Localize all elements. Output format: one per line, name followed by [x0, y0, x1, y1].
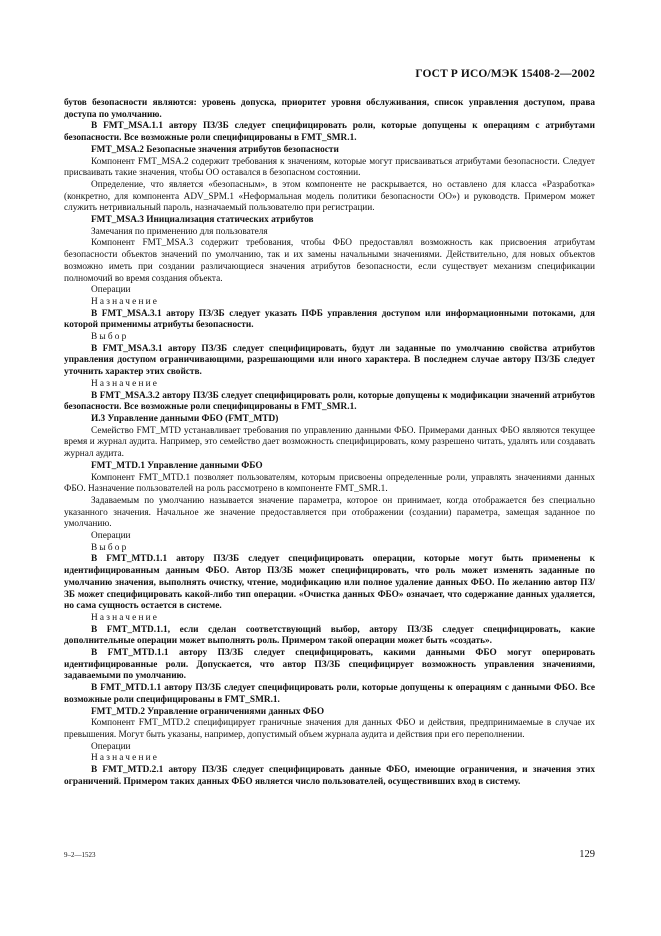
- paragraph: Задаваемым по умолчанию называется значение параметра, которое он принимает, когда отображается без специально указанного значения. Начальное же значение предоставляется при отображении (создании) параметра, замещая заданное по умолчанию.: [64, 495, 595, 530]
- paragraph: Определение, что является «безопасным», в этом компоненте не раскрывается, но оставлено для класса «Разработка» (конкретно, для компонента ADV_SPM.1 «Неформальная модель политики безопасности ОО») и руководств. Примером может служить нетривиальный пароль, назначаемый пользователю при регистрации.: [64, 179, 595, 214]
- paragraph: FMT_MSA.3 Инициализация статических атрибутов: [91, 215, 314, 226]
- paragraph: В FMT_MTD.1.1 автору ПЗ/ЗБ следует специфицировать, какими данными ФБО могут оперировать идентифицированные роли. Допускается, что автор ПЗ/ЗБ специфицирует возможность управления значениями, задаваемыми по умолчанию.: [64, 648, 595, 682]
- paragraph: FMT_MSA.2 Безопасные значения атрибутов безопасности: [91, 144, 339, 155]
- document-header: ГОСТ Р ИСО/МЭК 15408-2—2002: [415, 68, 595, 80]
- paragraph: Назначение: [91, 378, 160, 389]
- paragraph: В FMT_MTD.1.1 автору ПЗ/ЗБ следует специфицировать роли, которые допущены к операциям с данными ФБО. Все возможные роли специфицированы в FMT_SMR.1.: [64, 683, 595, 705]
- page-number: 129: [579, 849, 595, 860]
- paragraph: Операции: [91, 531, 131, 542]
- paragraph: В FMT_MSA.1.1 автору ПЗ/ЗБ следует специфицировать роли, которые допущены к операциям с атрибутами безопасности. Все возможные роли специфицированы в FMT_SMR.1.: [64, 121, 595, 144]
- paragraph: И.3 Управление данными ФБО (FMT_MTD): [91, 413, 279, 424]
- paragraph: Семейство FMT_MTD устанавливает требования по управлению данными ФБО. Примерами данных ФБО являются текущее время и журнал аудита. Например, это семейство дает возможность специфицировать, кому разрешено читать, удалять или создавать журнал аудита.: [64, 425, 595, 460]
- paragraph: В FMT_MSA.3.1 автору ПЗ/ЗБ следует специфицировать, будут ли заданные по умолчанию свойства атрибутов управления доступом ограничивающими, разрешающими или иного характера. В последнем случае автору ПЗ/ЗБ следует уточнить характер этих свойств.: [64, 343, 595, 378]
- paragraph: Выбор: [91, 542, 129, 553]
- paragraph: В FMT_MSA.3.1 автору ПЗ/ЗБ следует указать ПФБ управления доступом или информационными потоками, для которой применимы атрибуты безопасности.: [64, 308, 595, 331]
- document-body: [64, 98, 595, 788]
- paragraph: Назначение: [91, 612, 160, 623]
- paragraph: Замечания по применению для пользователя: [91, 226, 268, 237]
- paragraph: FMT_MTD.2 Управление ограничениями данных ФБО: [91, 706, 325, 717]
- paragraph: В FMT_MTD.1.1 автору ПЗ/ЗБ следует специфицировать операции, которые могут быть применены к идентифицированным данным ФБО. Автор ПЗ/ЗБ может специфицировать, что роль может изменять заданные по умолчанию значения, выполнять очистку, чтение, модификацию или полное удаление данных ФБО. По желанию автор ПЗ/ЗБ может специфицировать какой-либо тип операции. «Очистка данных ФБО» означает, что содержание данных удаляется, но сама сущность остается в системе.: [64, 554, 595, 612]
- paragraph: Выбор: [91, 332, 129, 343]
- paragraph: В FMT_MSA.3.2 автору ПЗ/ЗБ следует специфицировать роли, которые допущены к модификации значений атрибутов безопасности. Все возможные роли специфицированы в FMT_SMR.1.: [64, 390, 595, 413]
- paragraph: Компонент FMT_MSA.3 содержит требования, чтобы ФБО предоставлял возможность как присвоения атрибутам безопасности объектов значений по умолчанию, так и их замены начальными значениями. Действительно, для новых объектов возможно иметь при создании различающиеся значения атрибутов безопасности, если существует механизм спецификации полномочий во время создания объекта.: [64, 238, 595, 284]
- paragraph: В FMT_MTD.2.1 автору ПЗ/ЗБ следует специфицировать данные ФБО, имеющие ограничения, и значения этих ограничений. Примером таких данных ФБО является число пользователей, осуществивших вход в систему.: [64, 765, 595, 787]
- paragraph: Компонент FMT_MTD.1 позволяет пользователям, которым присвоены определенные роли, управлять значениями данных ФБО. Назначение пользователей на роль рассмотрено в компоненте FMT_SMR.1.: [64, 472, 595, 495]
- paragraph: Компонент FMT_MSA.2 содержит требования к значениям, которые могут присваиваться атрибутами безопасности. Следует присваивать такие значения, чтобы ОО оставался в безопасном состоянии.: [64, 156, 595, 179]
- paragraph: бутов безопасности являются: уровень допуска, приоритет уровня обслуживания, список управления доступом, права доступа по умолчанию.: [64, 98, 595, 120]
- paragraph: Операции: [91, 741, 131, 752]
- paragraph: FMT_MTD.1 Управление данными ФБО: [91, 460, 263, 471]
- paragraph: В FMT_MTD.1.1, если сделан соответствующий выбор, автору ПЗ/ЗБ следует специфицировать, какие дополнительные операции может выполнять роль. Примером такой операции может быть «создать».: [64, 624, 595, 647]
- paragraph: Компонент FMT_MTD.2 специфицирует граничные значения для данных ФБО и действия, предпринимаемые в случае их превышения. Могут быть указаны, например, допустимый объем журнала аудита и действия при его переполнении.: [64, 718, 595, 740]
- print-signature: 9–2—1523: [64, 851, 96, 859]
- paragraph: Операции: [91, 285, 131, 296]
- paragraph: Назначение: [91, 753, 160, 764]
- paragraph: Назначение: [91, 296, 160, 307]
